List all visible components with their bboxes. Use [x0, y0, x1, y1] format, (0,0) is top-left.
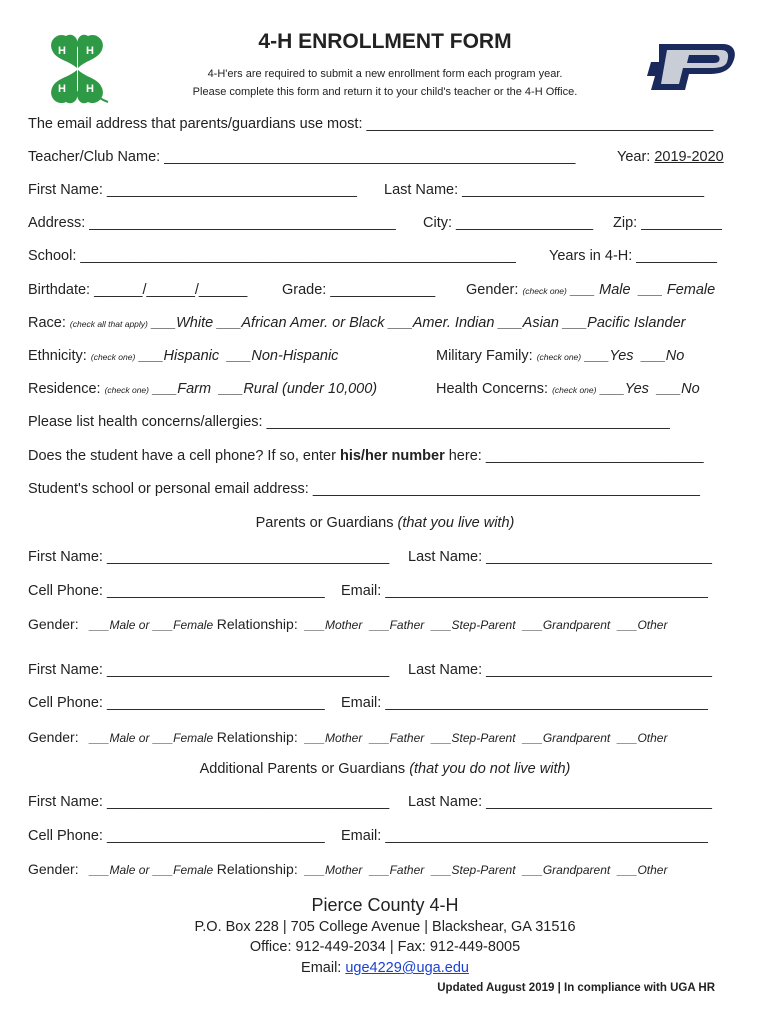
footer-address: P.O. Box 228 | 705 College Avenue | Blackshear, GA 31516	[194, 919, 576, 935]
father-option[interactable]: ___Father	[369, 731, 425, 745]
health-yes-option[interactable]: ___Yes	[600, 381, 649, 397]
svg-text:H: H	[58, 83, 66, 95]
teacher-club-field[interactable]: Teacher/Club Name: ___________________________________________________	[28, 149, 576, 165]
residence-label: Residence:	[28, 381, 101, 397]
step-parent-option[interactable]: ___Step-Parent	[431, 618, 516, 632]
other-option[interactable]: ___Other	[617, 863, 668, 877]
gender-hint: (check one)	[522, 286, 567, 296]
health-hint: (check one)	[552, 385, 597, 395]
gender-label: Gender:	[28, 861, 79, 877]
ethnicity-label: Ethnicity:	[28, 348, 87, 364]
gender-label: Gender:	[28, 729, 79, 745]
male-option[interactable]: ___Male or	[89, 863, 150, 877]
parents-heading-text: Parents or Guardians	[255, 515, 394, 531]
guardian3-last-name-field[interactable]: Last Name: ____________________________	[408, 794, 712, 810]
ethnicity-non-hispanic-option[interactable]: ___Non-Hispanic	[227, 348, 339, 364]
guardian3-email-field[interactable]: Email: ________________________________________	[341, 828, 708, 844]
father-option[interactable]: ___Father	[369, 863, 425, 877]
ethnicity-hint: (check one)	[90, 352, 136, 362]
zip-field[interactable]: Zip: __________	[613, 215, 722, 231]
other-option[interactable]: ___Other	[617, 618, 668, 632]
military-yes-option[interactable]: ___Yes	[585, 348, 634, 364]
military-row	[436, 348, 684, 364]
subtitle-line-1: 4-H'ers are required to submit a new enrollment form each program year.	[207, 68, 563, 80]
race-options[interactable]: ___White ___African Amer. or Black ___Amer. Indian ___Asian ___Pacific Islander	[151, 315, 686, 331]
residence-farm-option[interactable]: ___Farm	[153, 381, 212, 397]
female-option[interactable]: ___Female	[153, 731, 214, 745]
footer-email-row	[0, 960, 770, 976]
grandparent-option[interactable]: ___Grandparent	[522, 731, 611, 745]
footer-email-link[interactable]: uge4229@uga.edu	[345, 960, 469, 976]
footer-updated: Updated August 2019 | In compliance with UGA HR	[437, 982, 715, 994]
guardian2-last-name-field[interactable]: Last Name: ____________________________	[408, 662, 712, 678]
student-phone-field[interactable]	[28, 448, 704, 464]
step-parent-option[interactable]: ___Step-Parent	[431, 731, 516, 745]
gender-label: Gender:	[466, 282, 519, 298]
residence-row	[28, 381, 377, 397]
year-field	[617, 149, 724, 165]
relationship-label: Relationship:	[216, 616, 298, 632]
guardian2-cell-field[interactable]: Cell Phone: ___________________________	[28, 695, 325, 711]
parents-heading-italic: (that you live with)	[397, 515, 515, 531]
male-option[interactable]: ___Male or	[89, 731, 150, 745]
gender-male-option[interactable]: ___ Male	[570, 282, 631, 298]
year-label: Year:	[617, 149, 651, 165]
guardian1-email-field[interactable]: Email: ________________________________________	[341, 583, 708, 599]
phone-question-end: here: ___________________________	[444, 448, 704, 464]
residence-rural-option[interactable]: ___Rural (under 10,000)	[219, 381, 378, 397]
year-value: 2019-2020	[654, 149, 724, 165]
guardian3-first-name-field[interactable]: First Name: ___________________________________	[28, 794, 390, 810]
race-label: Race:	[28, 315, 66, 331]
mother-option[interactable]: ___Mother	[304, 731, 363, 745]
father-option[interactable]: ___Father	[369, 618, 425, 632]
additional-heading-text: Additional Parents or Guardians	[199, 761, 406, 777]
military-hint: (check one)	[536, 352, 582, 362]
guardian2-gender-relationship-row	[28, 729, 667, 745]
student-email-field[interactable]: Student's school or personal email address: ________________________________________________	[28, 481, 700, 497]
gender-female-option[interactable]: ___ Female	[638, 282, 716, 298]
student-last-name-field[interactable]: Last Name: ______________________________	[384, 182, 705, 198]
health-no-option[interactable]: ___No	[656, 381, 700, 397]
guardian3-gender-relationship-row	[28, 861, 667, 877]
gender-label: Gender:	[28, 616, 79, 632]
phone-question-bold: his/her number	[339, 448, 445, 464]
step-parent-option[interactable]: ___Step-Parent	[431, 863, 516, 877]
ethnicity-hispanic-option[interactable]: ___Hispanic	[139, 348, 220, 364]
female-option[interactable]: ___Female	[153, 863, 214, 877]
additional-heading-italic: (that you do not live with)	[409, 761, 571, 777]
svg-text:H: H	[86, 83, 94, 95]
guardian1-last-name-field[interactable]: Last Name: ____________________________	[408, 549, 712, 565]
mother-option[interactable]: ___Mother	[304, 863, 363, 877]
years-in-4h-field[interactable]: Years in 4-H: __________	[549, 248, 717, 264]
address-field[interactable]: Address: ______________________________________	[28, 215, 396, 231]
grade-field[interactable]: Grade: _____________	[282, 282, 436, 298]
health-concerns-field[interactable]: Please list health concerns/allergies: __________________________________________________	[28, 414, 670, 430]
subtitle-line-2: Please complete this form and return it to your child's teacher or the 4-H Office.	[192, 86, 578, 98]
guardian1-gender-relationship-row	[28, 616, 667, 632]
guardian1-first-name-field[interactable]: First Name: ___________________________________	[28, 549, 390, 565]
grandparent-option[interactable]: ___Grandparent	[522, 618, 611, 632]
phone-question-start: Does the student have a cell phone? If so, enter	[28, 448, 340, 464]
additional-guardians-heading	[0, 761, 770, 777]
parent-email-field[interactable]: The email address that parents/guardians use most: ___________________________________________	[28, 116, 714, 132]
relationship-label: Relationship:	[216, 729, 298, 745]
female-option[interactable]: ___Female	[153, 618, 214, 632]
relationship-label: Relationship:	[216, 861, 298, 877]
guardian3-cell-field[interactable]: Cell Phone: ___________________________	[28, 828, 325, 844]
guardian1-cell-field[interactable]: Cell Phone: ___________________________	[28, 583, 325, 599]
footer-org: Pierce County 4-H	[311, 895, 459, 915]
gender-row	[466, 282, 715, 298]
health-label: Health Concerns:	[436, 381, 549, 397]
guardian2-first-name-field[interactable]: First Name: ___________________________________	[28, 662, 390, 678]
student-first-name-field[interactable]: First Name: _______________________________	[28, 182, 357, 198]
guardian2-email-field[interactable]: Email: ________________________________________	[341, 695, 708, 711]
military-no-option[interactable]: ___No	[641, 348, 685, 364]
military-label: Military Family:	[436, 348, 533, 364]
health-row	[436, 381, 700, 397]
svg-text:H: H	[58, 45, 66, 57]
svg-text:H: H	[86, 45, 94, 57]
mother-option[interactable]: ___Mother	[304, 618, 363, 632]
footer-phone: Office: 912-449-2034 | Fax: 912-449-8005	[249, 939, 521, 955]
city-field[interactable]: City: _________________	[423, 215, 594, 231]
grandparent-option[interactable]: ___Grandparent	[522, 863, 611, 877]
form-title: 4-H ENROLLMENT FORM	[258, 30, 512, 53]
residence-hint: (check one)	[104, 385, 149, 395]
school-field[interactable]: School: ______________________________________________________	[28, 248, 516, 264]
birthdate-field[interactable]: Birthdate: ______/______/______	[28, 282, 248, 298]
male-option[interactable]: ___Male or	[89, 618, 150, 632]
ethnicity-row	[28, 348, 338, 364]
parents-heading	[0, 515, 770, 531]
race-row	[28, 315, 685, 331]
race-hint: (check all that apply)	[69, 319, 148, 329]
other-option[interactable]: ___Other	[617, 731, 668, 745]
footer-email-label: Email:	[301, 960, 342, 976]
